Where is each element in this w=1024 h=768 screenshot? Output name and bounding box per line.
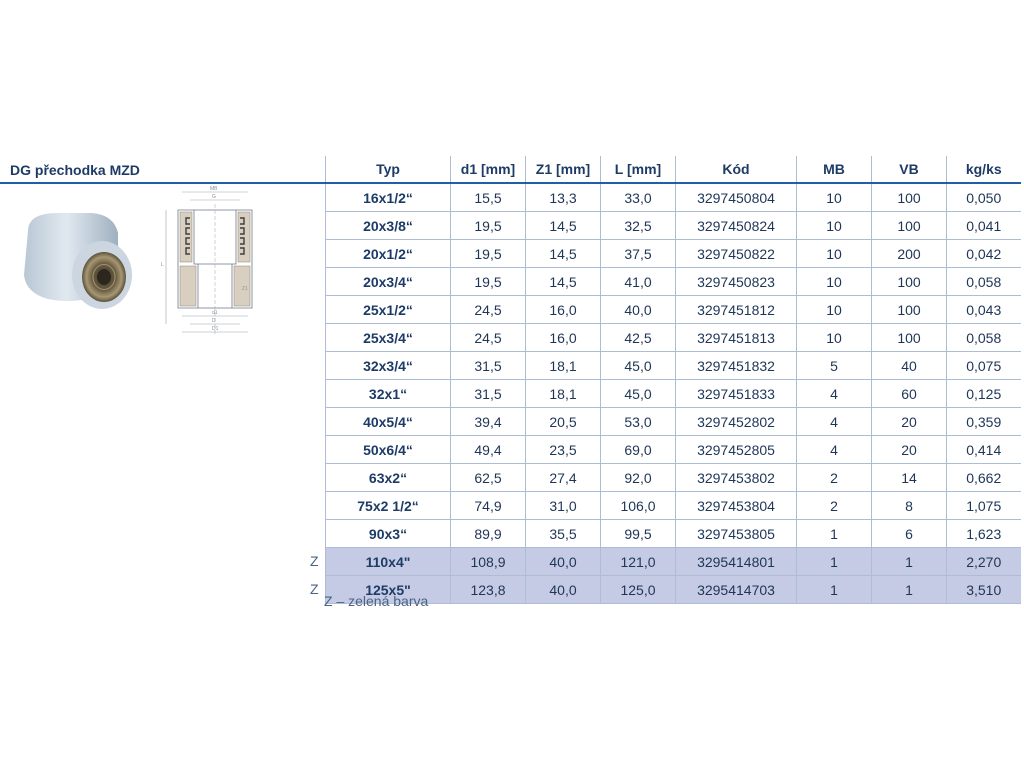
cell-typ: 25x3/4“ — [326, 324, 451, 352]
cell-z1: 18,1 — [526, 380, 601, 408]
cell-kod: 3297451832 — [676, 352, 797, 380]
cell-l: 92,0 — [601, 464, 676, 492]
cell-l: 33,0 — [601, 183, 676, 212]
cell-kg: 0,414 — [947, 436, 1021, 464]
cell-typ: 20x3/4“ — [326, 268, 451, 296]
cell-mb: 1 — [797, 576, 872, 604]
technical-drawing — [160, 186, 270, 344]
cell-z1: 16,0 — [526, 324, 601, 352]
cell-z1: 14,5 — [526, 268, 601, 296]
cell-kg: 0,662 — [947, 464, 1021, 492]
table-row — [326, 436, 1021, 464]
cell-kod: 3297450822 — [676, 240, 797, 268]
cell-typ: 90x3“ — [326, 520, 451, 548]
drawing-label-d: D — [212, 318, 216, 324]
cell-kod: 3297453805 — [676, 520, 797, 548]
cell-l: 37,5 — [601, 240, 676, 268]
cell-kg: 1,075 — [947, 492, 1021, 520]
table-row — [326, 212, 1021, 240]
cell-vb: 100 — [872, 212, 947, 240]
cell-l: 69,0 — [601, 436, 676, 464]
cell-kod: 3297452805 — [676, 436, 797, 464]
cell-vb: 60 — [872, 380, 947, 408]
cell-typ: 110x4" — [326, 548, 451, 576]
cell-mb: 10 — [797, 296, 872, 324]
cell-typ: 75x2 1/2“ — [326, 492, 451, 520]
cell-d1: 31,5 — [451, 352, 526, 380]
table-row — [326, 296, 1021, 324]
drawing-label-d1: d1 — [212, 310, 218, 316]
cell-kg: 0,058 — [947, 324, 1021, 352]
cell-l: 45,0 — [601, 380, 676, 408]
cell-z1: 27,4 — [526, 464, 601, 492]
table-row — [326, 576, 1021, 604]
cell-mb: 4 — [797, 380, 872, 408]
cell-z1: 18,1 — [526, 352, 601, 380]
column-header-vb: VB — [872, 156, 947, 183]
cell-kod: 3297453802 — [676, 464, 797, 492]
cell-vb: 20 — [872, 408, 947, 436]
cell-d1: 89,9 — [451, 520, 526, 548]
cell-mb: 2 — [797, 464, 872, 492]
cell-d1: 19,5 — [451, 268, 526, 296]
cell-l: 53,0 — [601, 408, 676, 436]
cell-d1: 123,8 — [451, 576, 526, 604]
cell-kod: 3297451813 — [676, 324, 797, 352]
cell-mb: 1 — [797, 548, 872, 576]
column-header-l: L [mm] — [601, 156, 676, 183]
table-row — [326, 240, 1021, 268]
cell-mb: 4 — [797, 436, 872, 464]
cell-kod: 3295414703 — [676, 576, 797, 604]
cell-kg: 0,042 — [947, 240, 1021, 268]
cell-d1: 24,5 — [451, 324, 526, 352]
cell-z1: 16,0 — [526, 296, 601, 324]
cell-mb: 10 — [797, 240, 872, 268]
cell-d1: 108,9 — [451, 548, 526, 576]
cell-z1: 40,0 — [526, 576, 601, 604]
table-row — [326, 548, 1021, 576]
cell-kg: 0,043 — [947, 296, 1021, 324]
table-row — [326, 183, 1021, 212]
column-header-kg: kg/ks — [947, 156, 1021, 183]
table-row — [326, 492, 1021, 520]
cell-vb: 100 — [872, 324, 947, 352]
cell-typ: 40x5/4“ — [326, 408, 451, 436]
cell-l: 41,0 — [601, 268, 676, 296]
footnote: Z – zelená barva — [324, 593, 429, 609]
product-title: DG přechodka MZD — [10, 162, 140, 178]
drawing-label-d1-outer: D1 — [212, 326, 219, 332]
cell-vb: 100 — [872, 183, 947, 212]
cell-kod: 3297452802 — [676, 408, 797, 436]
cell-vb: 200 — [872, 240, 947, 268]
cell-d1: 15,5 — [451, 183, 526, 212]
cell-d1: 19,5 — [451, 212, 526, 240]
cell-mb: 10 — [797, 212, 872, 240]
cell-kg: 0,041 — [947, 212, 1021, 240]
cell-mb: 10 — [797, 183, 872, 212]
column-header-typ: Typ — [326, 156, 451, 183]
cell-typ: 32x1“ — [326, 380, 451, 408]
cell-vb: 40 — [872, 352, 947, 380]
cell-vb: 100 — [872, 296, 947, 324]
cell-typ: 20x3/8“ — [326, 212, 451, 240]
cell-typ: 32x3/4“ — [326, 352, 451, 380]
cell-d1: 74,9 — [451, 492, 526, 520]
cell-d1: 62,5 — [451, 464, 526, 492]
cell-typ: 25x1/2“ — [326, 296, 451, 324]
cell-z1: 35,5 — [526, 520, 601, 548]
cell-typ: 16x1/2“ — [326, 183, 451, 212]
cell-kg: 0,058 — [947, 268, 1021, 296]
table-row — [326, 352, 1021, 380]
cell-kg: 0,125 — [947, 380, 1021, 408]
cell-d1: 39,4 — [451, 408, 526, 436]
table-row — [326, 324, 1021, 352]
drawing-label-z1: Z1 — [242, 286, 248, 292]
cell-d1: 19,5 — [451, 240, 526, 268]
drawing-label-g: G — [212, 194, 216, 200]
table-row — [326, 408, 1021, 436]
cell-mb: 10 — [797, 324, 872, 352]
cell-kg: 1,623 — [947, 520, 1021, 548]
cell-d1: 31,5 — [451, 380, 526, 408]
cell-typ: 63x2“ — [326, 464, 451, 492]
cell-typ: 50x6/4“ — [326, 436, 451, 464]
cell-mb: 5 — [797, 352, 872, 380]
cell-kod: 3297450823 — [676, 268, 797, 296]
cell-z1: 23,5 — [526, 436, 601, 464]
cell-z1: 31,0 — [526, 492, 601, 520]
cell-vb: 14 — [872, 464, 947, 492]
cell-kod: 3297453804 — [676, 492, 797, 520]
row-marker: Z — [310, 553, 319, 569]
cell-kg: 2,270 — [947, 548, 1021, 576]
cell-kod: 3297451812 — [676, 296, 797, 324]
column-header-z1: Z1 [mm] — [526, 156, 601, 183]
cell-kod: 3297451833 — [676, 380, 797, 408]
drawing-label-mb: MB — [210, 186, 218, 192]
cell-z1: 14,5 — [526, 212, 601, 240]
cell-l: 32,5 — [601, 212, 676, 240]
cell-l: 106,0 — [601, 492, 676, 520]
cell-kg: 0,075 — [947, 352, 1021, 380]
cell-z1: 13,3 — [526, 183, 601, 212]
product-photo — [18, 205, 136, 317]
cell-mb: 2 — [797, 492, 872, 520]
cell-mb: 10 — [797, 268, 872, 296]
table-row — [326, 464, 1021, 492]
cell-z1: 14,5 — [526, 240, 601, 268]
cell-kg: 3,510 — [947, 576, 1021, 604]
table-row — [326, 520, 1021, 548]
cell-l: 99,5 — [601, 520, 676, 548]
cell-kod: 3297450804 — [676, 183, 797, 212]
cell-mb: 4 — [797, 408, 872, 436]
cell-d1: 49,4 — [451, 436, 526, 464]
cell-mb: 1 — [797, 520, 872, 548]
row-marker: Z — [310, 581, 319, 597]
cell-kod: 3295414801 — [676, 548, 797, 576]
drawing-label-l: L — [161, 262, 164, 268]
cell-vb: 1 — [872, 576, 947, 604]
column-header-d1: d1 [mm] — [451, 156, 526, 183]
cell-vb: 8 — [872, 492, 947, 520]
cell-l: 42,5 — [601, 324, 676, 352]
cell-vb: 20 — [872, 436, 947, 464]
column-header-mb: MB — [797, 156, 872, 183]
cell-d1: 24,5 — [451, 296, 526, 324]
cell-l: 121,0 — [601, 548, 676, 576]
spec-table — [325, 156, 1021, 604]
cell-kg: 0,359 — [947, 408, 1021, 436]
cell-kod: 3297450824 — [676, 212, 797, 240]
cell-vb: 100 — [872, 268, 947, 296]
cell-vb: 1 — [872, 548, 947, 576]
table-row — [326, 268, 1021, 296]
table-row — [326, 380, 1021, 408]
title-divider — [0, 182, 325, 184]
cell-l: 125,0 — [601, 576, 676, 604]
table-header-row — [326, 156, 1021, 183]
column-header-kod: Kód — [676, 156, 797, 183]
cell-z1: 20,5 — [526, 408, 601, 436]
cell-z1: 40,0 — [526, 548, 601, 576]
cell-typ: 125x5" — [326, 576, 451, 604]
cell-kg: 0,050 — [947, 183, 1021, 212]
cell-l: 45,0 — [601, 352, 676, 380]
cell-vb: 6 — [872, 520, 947, 548]
cell-l: 40,0 — [601, 296, 676, 324]
cell-typ: 20x1/2“ — [326, 240, 451, 268]
